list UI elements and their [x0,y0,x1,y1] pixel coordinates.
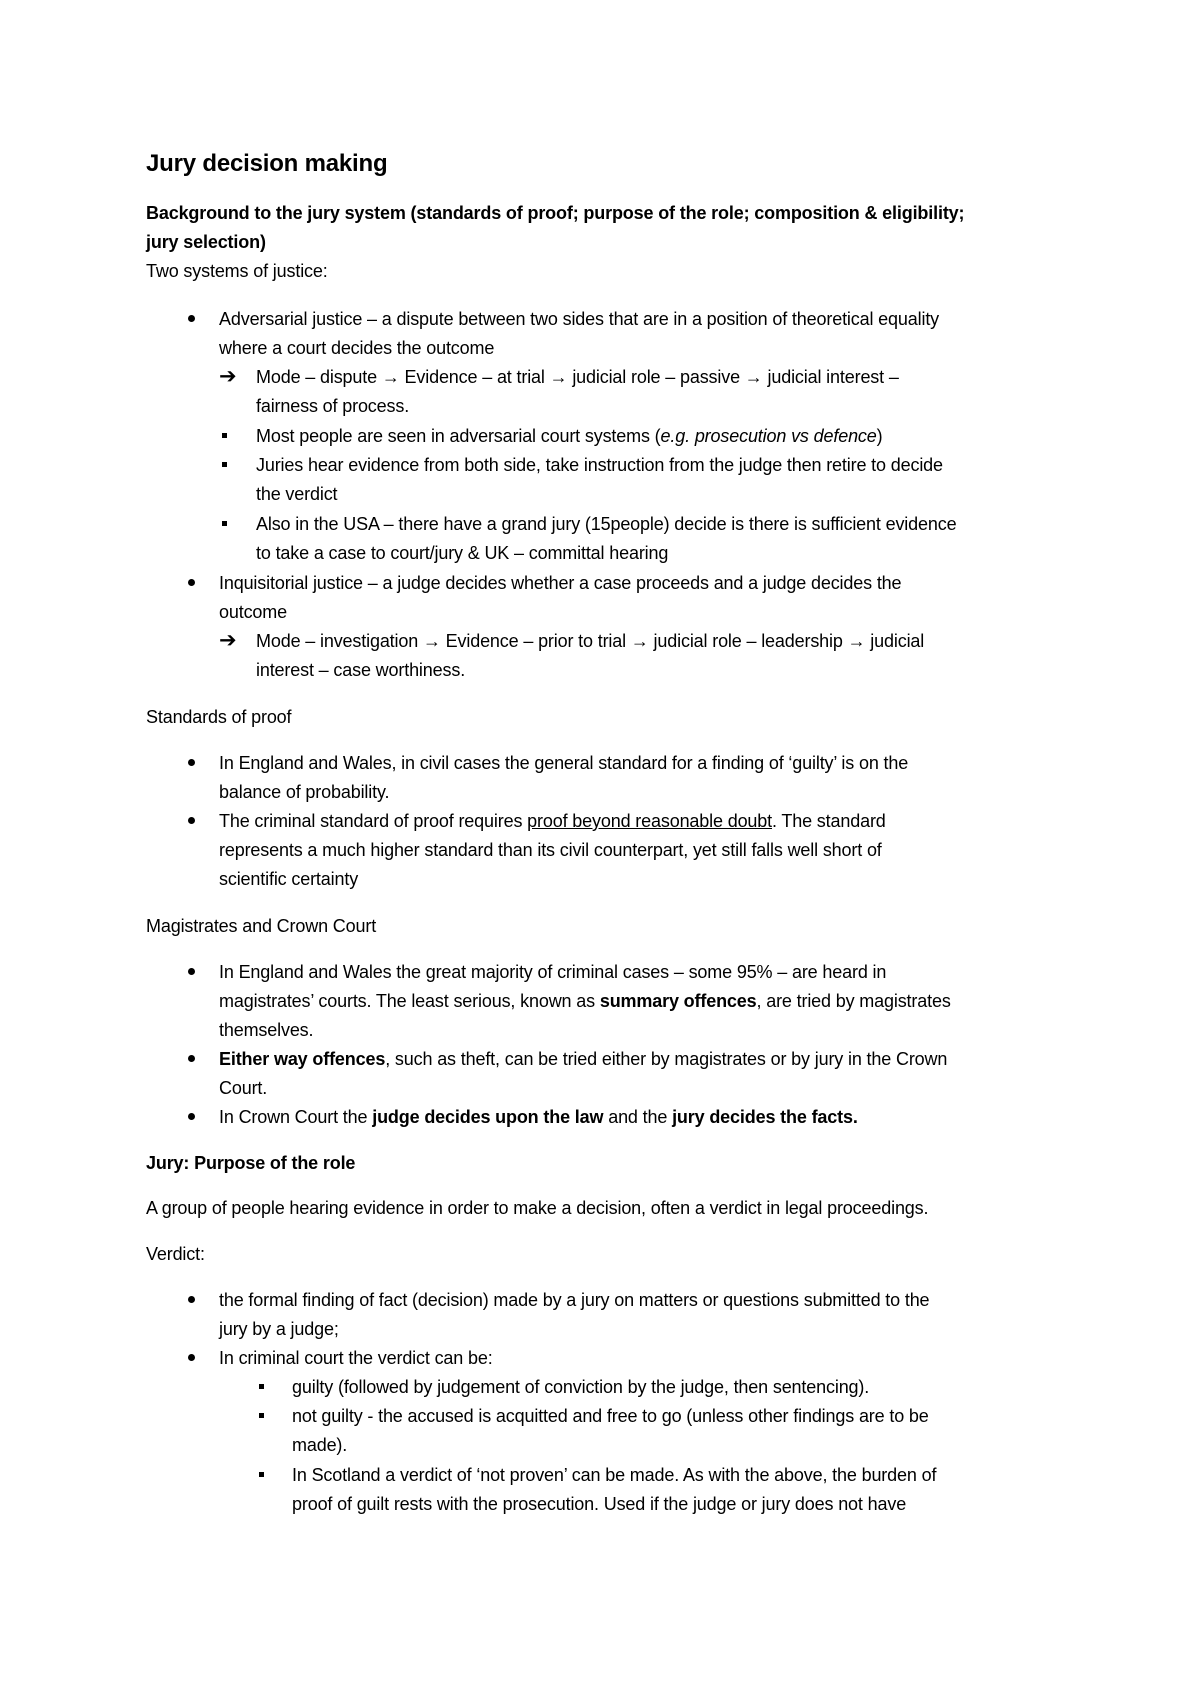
page-title: Jury decision making [146,150,388,177]
bullet-icon [188,1055,195,1062]
arrow-bullet-icon: ➔ [219,365,237,388]
adversarial-line-2: where a court decides the outcome [219,338,495,358]
verdict-not-proven-line-2: proof of guilt rests with the prosecution. Used if the judge or jury does not have [292,1494,907,1514]
square-bullet-icon [259,1384,264,1389]
square-bullet-icon [259,1472,264,1477]
purpose-text: A group of people hearing evidence in order to make a decision, often a verdict in legal proceedings. [146,1198,929,1218]
magistrates-item-2-line-2: Court. [219,1078,268,1098]
adversarial-sub-2-line-1: Juries hear evidence from both side, take instruction from the judge then retire to decide [256,455,943,475]
inquisitorial-process-line-1: Mode – investigation → Evidence – prior to trial → judicial role – leadership → judicial [256,631,925,651]
bullet-icon [188,759,195,766]
verdict-item-1-line-1: the formal finding of fact (decision) made by a jury on matters or questions submitted to the [219,1290,930,1310]
bullet-icon [188,1296,195,1303]
bullet-icon [188,579,195,586]
bullet-icon [188,1354,195,1361]
bullet-icon [188,817,195,824]
inquisitorial-process-line-2: interest – case worthiness. [256,660,466,680]
standards-item-2-line-3: scientific certainty [219,869,359,889]
standards-item-2-line-2: represents a much higher standard than its civil counterpart, yet still falls well short of [219,840,882,860]
adversarial-sub-1: Most people are seen in adversarial court systems (e.g. prosecution vs defence) [256,426,883,446]
inquisitorial-line-1: Inquisitorial justice – a judge decides whether a case proceeds and a judge decides the [219,573,902,593]
verdict-not-proven-line-1: In Scotland a verdict of ‘not proven’ can be made. As with the above, the burden of [292,1465,937,1485]
verdict-guilty: guilty (followed by judgement of conviction by the judge, then sentencing). [292,1377,870,1397]
adversarial-line-1: Adversarial justice – a dispute between two sides that are in a position of theoretical equality [219,309,940,329]
standards-item-1-line-2: balance of probability. [219,782,390,802]
bullet-icon [188,315,195,322]
background-heading-line-2: jury selection) [146,232,266,252]
magistrates-item-1-line-2: magistrates’ courts. The least serious, known as summary offences, are tried by magistrates [219,991,951,1011]
magistrates-item-1-line-1: In England and Wales the great majority of criminal cases – some 95% – are heard in [219,962,887,982]
verdict-heading: Verdict: [146,1244,205,1264]
adversarial-sub-3-line-1: Also in the USA – there have a grand jury (15people) decide is there is sufficient evidence [256,514,957,534]
bullet-icon [188,1113,195,1120]
adversarial-process-line-1: Mode – dispute → Evidence – at trial → judicial role – passive → judicial interest – [256,367,899,387]
square-bullet-icon [222,462,227,467]
purpose-heading: Jury: Purpose of the role [146,1153,356,1173]
standards-item-2-line-1: The criminal standard of proof requires proof beyond reasonable doubt. The standard [219,811,886,831]
square-bullet-icon [222,521,227,526]
adversarial-sub-2-line-2: the verdict [256,484,338,504]
two-systems-label: Two systems of justice: [146,261,328,281]
standards-item-1-line-1: In England and Wales, in civil cases the general standard for a finding of ‘guilty’ is on the [219,753,909,773]
verdict-item-1-line-2: jury by a judge; [219,1319,339,1339]
verdict-item-2: In criminal court the verdict can be: [219,1348,493,1368]
verdict-not-guilty-line-1: not guilty - the accused is acquitted and free to go (unless other findings are to be [292,1406,929,1426]
standards-heading: Standards of proof [146,707,292,727]
inquisitorial-line-2: outcome [219,602,287,622]
background-heading-line-1: Background to the jury system (standards of proof; purpose of the role; composition & eligibility; [146,203,965,223]
square-bullet-icon [222,433,227,438]
magistrates-item-2-line-1: Either way offences, such as theft, can be tried either by magistrates or by jury in the Crown [219,1049,948,1069]
adversarial-sub-3-line-2: to take a case to court/jury & UK – committal hearing [256,543,669,563]
adversarial-process-line-2: fairness of process. [256,396,410,416]
magistrates-item-3: In Crown Court the judge decides upon the law and the jury decides the facts. [219,1107,858,1127]
bullet-icon [188,968,195,975]
square-bullet-icon [259,1413,264,1418]
arrow-bullet-icon: ➔ [219,629,237,652]
magistrates-heading: Magistrates and Crown Court [146,916,377,936]
verdict-not-guilty-line-2: made). [292,1435,348,1455]
magistrates-item-1-line-3: themselves. [219,1020,314,1040]
